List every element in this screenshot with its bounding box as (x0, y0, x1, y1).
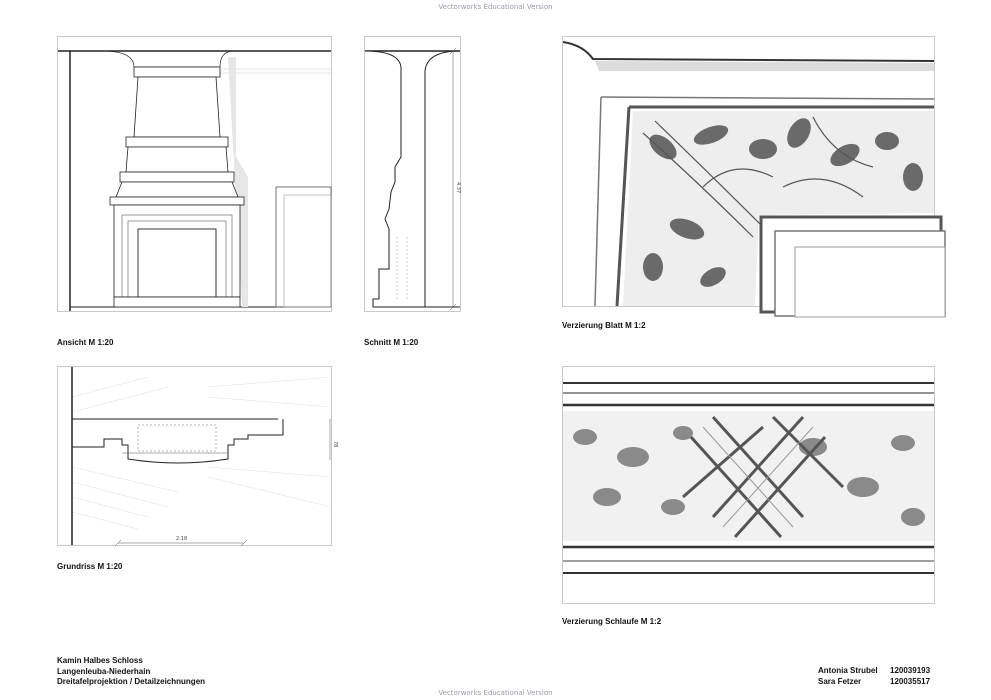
author-name: Antonia Strubel (818, 666, 878, 675)
blatt-drawing (562, 36, 935, 307)
author-id: 120039193 (890, 666, 931, 675)
ansicht-drawing (57, 36, 332, 312)
grundriss-caption: Grundriss M 1:20 (57, 562, 123, 571)
grundriss-width-dimension: 2.18 (176, 536, 188, 542)
grundriss-depth-dimension: 78 (332, 441, 338, 448)
schnitt-height-dimension: 4.37 (455, 182, 461, 194)
blatt-caption: Verzierung Blatt M 1:2 (562, 321, 646, 330)
ansicht-caption: Ansicht M 1:20 (57, 338, 114, 347)
project-title: Kamin Halbes Schloss (57, 656, 143, 665)
watermark-bottom: Vectorworks Educational Version (438, 689, 553, 697)
author-names (818, 666, 878, 687)
project-info (57, 656, 205, 688)
schnitt-caption: Schnitt M 1:20 (364, 338, 419, 347)
author-id: 120035517 (890, 676, 931, 686)
author-ids (890, 666, 930, 687)
project-subtitle: Dreitafelprojektion / Detailzeichnungen (57, 677, 206, 686)
project-location: Langenleuba-Niederhain (57, 666, 151, 676)
watermark-top: Vectorworks Educational Version (438, 3, 553, 11)
schlaufe-drawing (562, 366, 935, 604)
schlaufe-caption: Verzierung Schlaufe M 1:2 (562, 617, 662, 626)
author-name: Sara Fetzer (818, 676, 862, 686)
schnitt-drawing (364, 36, 461, 312)
grundriss-drawing (57, 366, 338, 546)
